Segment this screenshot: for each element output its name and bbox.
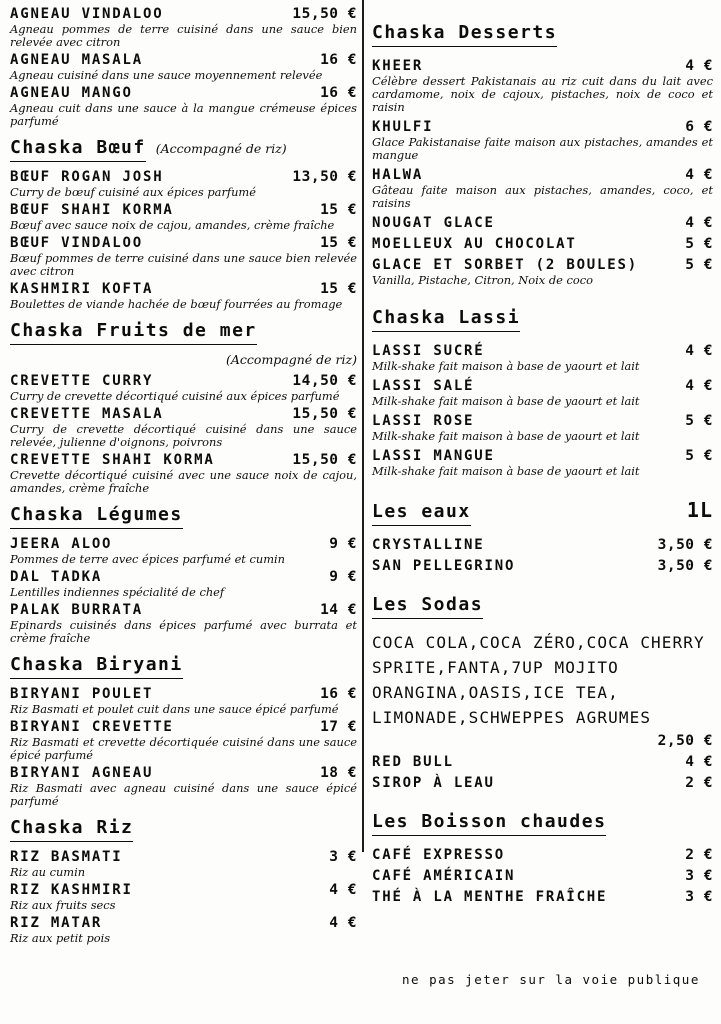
item-row [10, 536, 357, 552]
item-name-line: SPRITE,FANTA,7UP MOJITO [372, 658, 619, 677]
menu-item [372, 215, 713, 231]
item-name: KHULFI [372, 119, 434, 135]
item-name: AGNEAU MASALA [10, 52, 143, 68]
item-row [10, 849, 357, 865]
item-row [372, 868, 713, 884]
menu-item [10, 536, 357, 566]
menu-column-left [10, 6, 357, 948]
menu-item [10, 569, 357, 599]
item-name: AGNEAU VINDALOO [10, 6, 164, 22]
item-price: 3,50 € [657, 558, 713, 574]
item-name: SAN PELLEGRINO [372, 558, 516, 574]
menu-section [372, 594, 713, 791]
item-name-line: LIMONADE,SCHWEPPES AGRUMES [372, 708, 652, 727]
item-price: 14 € [320, 602, 357, 618]
item-price: 16 € [320, 686, 357, 702]
item-description: Riz Basmati et crevette décortiquée cuisiné dans une sauce épicé parfumé [10, 735, 357, 762]
item-row [10, 6, 357, 22]
menu-item [10, 686, 357, 716]
item-price: 9 € [329, 569, 357, 585]
item-row [372, 847, 713, 863]
item-price: 16 € [320, 85, 357, 101]
item-row [10, 915, 357, 931]
menu-section [10, 817, 357, 945]
section-header [10, 654, 357, 679]
item-price: 4 € [685, 343, 713, 359]
item-name: KHEER [372, 58, 424, 74]
menu-item [10, 169, 357, 199]
section-header [372, 307, 713, 332]
section-title: Chaska Légumes [10, 504, 183, 529]
item-price: 3 € [685, 868, 713, 884]
section-header [10, 137, 357, 162]
item-price: 16 € [320, 52, 357, 68]
menu-section [10, 504, 357, 645]
menu-item [372, 343, 713, 373]
section-header [10, 817, 357, 842]
menu-item [10, 602, 357, 645]
menu-item [10, 406, 357, 449]
item-row [372, 775, 713, 791]
item-row [372, 754, 713, 770]
item-name: PALAK BURRATA [10, 602, 143, 618]
item-name: THÉ À LA MENTHE FRAÎCHE [372, 889, 608, 905]
item-row [10, 452, 357, 468]
item-price: 15 € [320, 235, 357, 251]
item-price: 4 € [685, 58, 713, 74]
menu-section [372, 307, 713, 478]
item-description: Vanilla, Pistache, Citron, Noix de coco [372, 273, 593, 287]
item-price: 5 € [685, 413, 713, 429]
item-description: Lentilles indiennes spécialité de chef [10, 585, 225, 599]
item-row [10, 719, 357, 735]
menu-item [372, 775, 713, 791]
section-header [10, 320, 357, 345]
item-row [372, 413, 713, 429]
section-title: Les Sodas [372, 594, 483, 619]
item-name: CRYSTALLINE [372, 537, 485, 553]
item-description: Crevette décortiqué cuisiné avec une sauce noix de cajou, amandes, crème fraîche [10, 468, 357, 495]
item-name: SIROP À LEAU [372, 775, 495, 791]
item-description: Riz aux fruits secs [10, 898, 116, 912]
item-name: BIRYANI CREVETTE [10, 719, 174, 735]
item-name: LASSI ROSE [372, 413, 475, 429]
section-header [10, 504, 357, 529]
item-description: Milk-shake fait maison à base de yaourt et lait [372, 394, 640, 408]
item-row [372, 378, 713, 394]
section-title: Les eaux [372, 501, 471, 526]
item-name: KASHMIRI KOFTA [10, 281, 154, 297]
item-price: 4 € [685, 754, 713, 770]
item-row [10, 52, 357, 68]
item-price: 3 € [685, 889, 713, 905]
item-description: Riz aux petit pois [10, 931, 111, 945]
item-price: 2 € [685, 775, 713, 791]
item-price: 15 € [320, 202, 357, 218]
item-row [10, 569, 357, 585]
item-description: Epinards cuisinés dans épices parfumé avec burrata et crème fraîche [10, 618, 357, 645]
menu-section [10, 6, 357, 128]
item-price: 2,50 € [657, 733, 713, 749]
item-description: Riz Basmati et poulet cuit dans une sauce épicé parfumé [10, 702, 339, 716]
item-description: Bœuf pommes de terre cuisiné dans une sauce bien relevée avec citron [10, 251, 357, 278]
menu-item [372, 167, 713, 210]
section-title: Chaska Riz [10, 817, 133, 842]
item-price: 4 € [329, 915, 357, 931]
item-name: HALWA [372, 167, 424, 183]
item-row [372, 558, 713, 574]
item-name: CAFÉ EXPRESSO [372, 847, 505, 863]
item-name: GLACE ET SORBET (2 BOULES) [372, 257, 638, 273]
menu-item [10, 373, 357, 403]
menu-item [372, 754, 713, 770]
item-row [10, 602, 357, 618]
menu-item [372, 630, 713, 749]
item-price: 18 € [320, 765, 357, 781]
item-name: DAL TADKA [10, 569, 103, 585]
section-title: Les Boisson chaudes [372, 811, 606, 836]
menu-section [372, 811, 713, 905]
item-name-line: COCA COLA,COCA ZÉRO,COCA CHERRY [372, 633, 705, 652]
section-header [372, 594, 713, 619]
item-name: RIZ BASMATI [10, 849, 123, 865]
menu-item [372, 847, 713, 863]
section-header [372, 498, 713, 526]
menu-item [10, 452, 357, 495]
item-price: 13,50 € [292, 169, 357, 185]
menu-item [372, 868, 713, 884]
menu-item [10, 6, 357, 49]
item-row [10, 169, 357, 185]
item-name: BŒUF SHAHI KORMA [10, 202, 174, 218]
section-title: Chaska Desserts [372, 22, 557, 47]
item-description: Curry de crevette décortiqué cuisiné dans une sauce relevée, julienne d'oignons, poivrons [10, 422, 357, 449]
item-name: LASSI SALÉ [372, 378, 475, 394]
menu-item [372, 889, 713, 905]
menu-item [10, 52, 357, 82]
item-price: 17 € [320, 719, 357, 735]
item-price: 15,50 € [292, 6, 357, 22]
menu-section [10, 654, 357, 808]
item-price: 6 € [685, 119, 713, 135]
item-row [10, 686, 357, 702]
footer-note: ne pas jeter sur la voie publique [402, 972, 700, 987]
item-name: BŒUF ROGAN JOSH [10, 169, 164, 185]
menu-item [10, 85, 357, 128]
item-description: Agneau cuisiné dans une sauce moyennement relevée [10, 68, 323, 82]
menu-item [10, 915, 357, 945]
item-description: Riz au cumin [10, 865, 86, 879]
item-name: CREVETTE SHAHI KORMA [10, 452, 215, 468]
item-row [10, 202, 357, 218]
item-description: Bœuf avec sauce noix de cajou, amandes, crème fraîche [10, 218, 335, 232]
item-row [10, 235, 357, 251]
section-title: Chaska Fruits de mer [10, 320, 257, 345]
section-header [372, 811, 713, 836]
menu-section [372, 498, 713, 574]
item-row [10, 882, 357, 898]
item-row [372, 257, 713, 273]
item-price: 5 € [685, 236, 713, 252]
item-price: 5 € [685, 257, 713, 273]
item-price: 4 € [329, 882, 357, 898]
menu-item [10, 882, 357, 912]
item-row [372, 448, 713, 464]
item-price: 14,50 € [292, 373, 357, 389]
menu-section [10, 137, 357, 311]
item-price: 4 € [685, 167, 713, 183]
item-name: LASSI MANGUE [372, 448, 495, 464]
item-name: BIRYANI POULET [10, 686, 154, 702]
section-header [372, 22, 713, 47]
item-name: RIZ KASHMIRI [10, 882, 133, 898]
item-description: Curry de crevette décortiqué cuisiné aux épices parfumé [10, 389, 340, 403]
item-price: 4 € [685, 378, 713, 394]
section-note: (Accompagné de riz) [155, 141, 287, 156]
item-row [10, 373, 357, 389]
item-name-line: ORANGINA,OASIS,ICE TEA, [372, 683, 619, 702]
item-description: Agneau pommes de terre cuisiné dans une sauce bien relevée avec citron [10, 22, 357, 49]
item-description: Glace Pakistanaise faite maison aux pistaches, amandes et mangue [372, 135, 713, 162]
item-name: CAFÉ AMÉRICAIN [372, 868, 516, 884]
item-description: Pommes de terre avec épices parfumé et cumin [10, 552, 285, 566]
menu-section [10, 320, 357, 495]
section-title: Chaska Bœuf [10, 137, 146, 162]
item-name: JEERA ALOO [10, 536, 113, 552]
item-description: Agneau cuit dans une sauce à la mangue crémeuse épices parfumé [10, 101, 357, 128]
column-divider [362, 0, 364, 852]
item-description: Milk-shake fait maison à base de yaourt et lait [372, 359, 640, 373]
menu-item [10, 202, 357, 232]
item-row [10, 406, 357, 422]
menu-column-right [372, 22, 713, 910]
item-name: MOELLEUX AU CHOCOLAT [372, 236, 577, 252]
menu-item [372, 119, 713, 162]
item-row [10, 85, 357, 101]
item-description: Curry de bœuf cuisiné aux épices parfumé [10, 185, 256, 199]
item-price: 15,50 € [292, 452, 357, 468]
item-name: AGNEAU MANGO [10, 85, 133, 101]
section-title: Chaska Lassi [372, 307, 520, 332]
item-name [372, 630, 713, 730]
item-description: Milk-shake fait maison à base de yaourt et lait [372, 464, 640, 478]
menu-item [372, 378, 713, 408]
item-row [10, 281, 357, 297]
item-name: RIZ MATAR [10, 915, 103, 931]
item-name: CREVETTE CURRY [10, 373, 154, 389]
item-row [372, 537, 713, 553]
item-price: 3 € [329, 849, 357, 865]
menu-item [372, 413, 713, 443]
item-row [372, 343, 713, 359]
menu-item [10, 281, 357, 311]
item-row [372, 167, 713, 183]
menu-section [372, 22, 713, 287]
menu-item [372, 558, 713, 574]
item-price: 2 € [685, 847, 713, 863]
item-row [372, 215, 713, 231]
item-price: 4 € [685, 215, 713, 231]
item-row [10, 765, 357, 781]
menu-item [372, 257, 713, 287]
menu-item [10, 235, 357, 278]
item-price: 3,50 € [657, 537, 713, 553]
item-price: 9 € [329, 536, 357, 552]
item-row [372, 889, 713, 905]
menu-item [372, 236, 713, 252]
item-price: 5 € [685, 448, 713, 464]
item-name: BŒUF VINDALOO [10, 235, 143, 251]
item-row [372, 58, 713, 74]
item-description: Milk-shake fait maison à base de yaourt et lait [372, 429, 640, 443]
menu-item [10, 765, 357, 808]
item-name: BIRYANI AGNEAU [10, 765, 154, 781]
menu-item [372, 448, 713, 478]
item-row [372, 119, 713, 135]
item-price: 15 € [320, 281, 357, 297]
item-name: RED BULL [372, 754, 454, 770]
item-price: 15,50 € [292, 406, 357, 422]
section-unit: 1L [686, 498, 713, 522]
item-name: CREVETTE MASALA [10, 406, 164, 422]
item-description: Gâteau faite maison aux pistaches, amandes, coco, et raisins [372, 183, 713, 210]
menu-item [10, 719, 357, 762]
item-name: LASSI SUCRÉ [372, 343, 485, 359]
item-description: Célèbre dessert Pakistanais au riz cuit dans du lait avec cardamome, noix de cajoux, pistaches, noix de coco et raisin [372, 74, 713, 114]
section-note: (Accompagné de riz) [226, 352, 357, 367]
section-title: Chaska Biryani [10, 654, 183, 679]
menu-item [10, 849, 357, 879]
item-row [372, 236, 713, 252]
item-description: Riz Basmati avec agneau cuisiné dans une sauce épicé parfumé [10, 781, 357, 808]
menu-item [372, 58, 713, 114]
item-name: NOUGAT GLACE [372, 215, 495, 231]
menu-item [372, 537, 713, 553]
item-description: Boulettes de viande hachée de bœuf fourrées au fromage [10, 297, 343, 311]
